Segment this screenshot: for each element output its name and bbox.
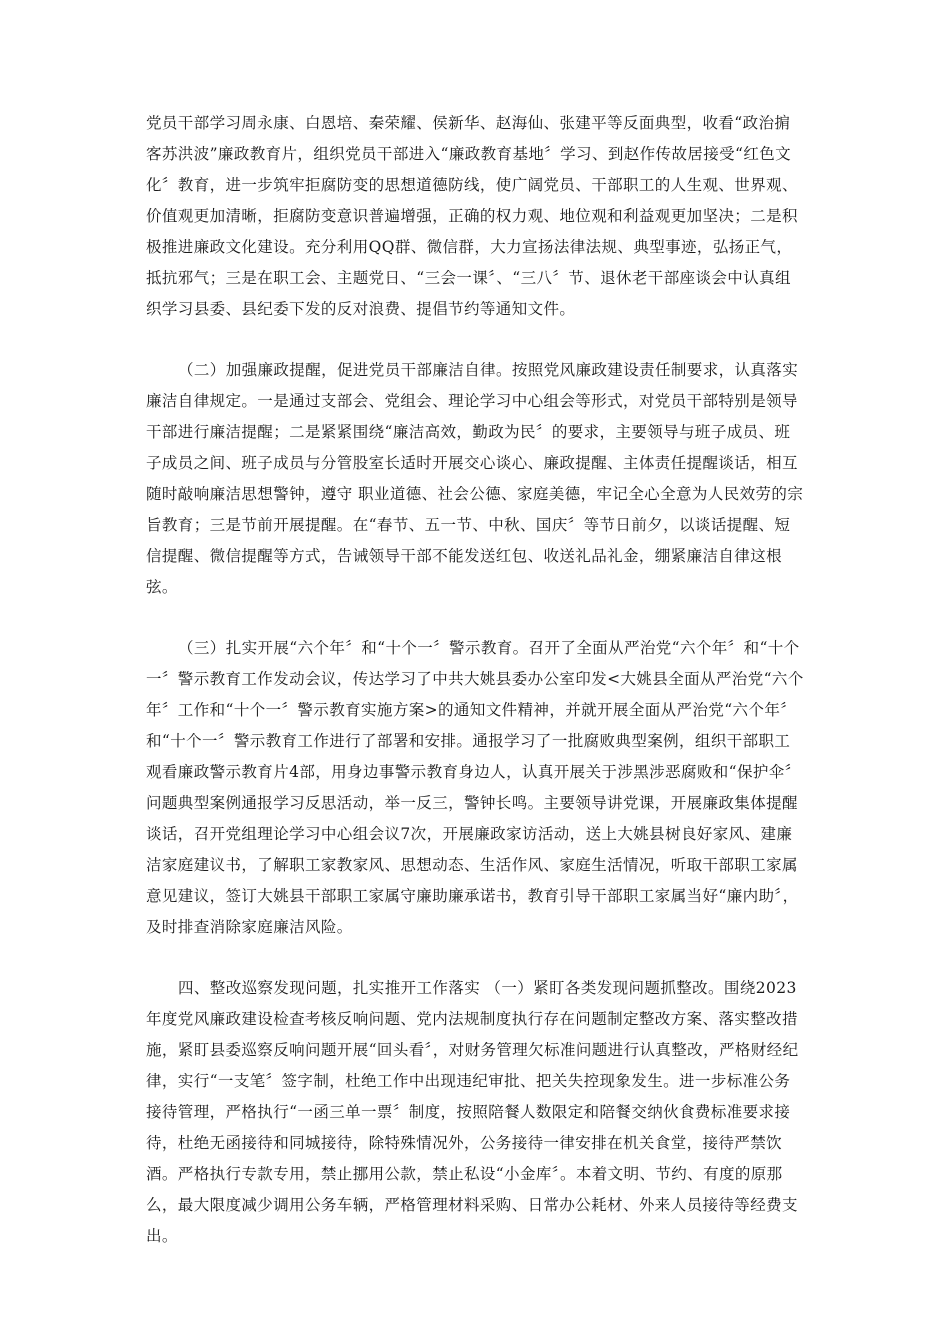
paragraph-2: （二）加强廉政提醒，促进党员干部廉洁自律。按照党风廉政建设责任制要求，认真落实廉洁自律规定。一是通过支部会、党组会、理论学习中心组会等形式，对党员干部特别是领导干部进行廉洁提醒；二是紧紧围绕“廉洁高效，勤政为民〞的要求，主要领导与班子成员、班子成员之间、班子成员与分管股室长适时开展交心谈心、廉政提醒、主体责任提醒谈话，相互随时敲响廉洁思想警钟，遵守 职业道德、社会公德、家庭美德，牢记全心全意为人民效劳的宗旨教育；三是节前开展提醒。在“春节、五一节、中秋、国庆〞等节日前夕，以谈话提醒、短信提醒、微信提醒等方式，告诫领导干部不能发送红包、收送礼品礼金，绷紧廉洁自律这根弦。 (146, 361, 804, 596)
paragraph-1: 党员干部学习周永康、白恩培、秦荣耀、侯新华、赵海仙、张建平等反面典型，收看“政治掮客苏洪波”廉政教育片，组织党员干部进入“廉政教育基地〞学习、到赵作传故居接受“红色文化〞教育，进一步筑牢拒腐防变的思想道德防线，使广阔党员、干部职工的人生观、世界观、价值观更加清晰，拒腐防变意识普遍增强，正确的权力观、地位观和利益观更加坚决；二是积极推进廉政文化建设。充分利用QQ群、微信群，大力宣扬法律法规、典型事迹，弘扬正气，抵抗邪气；三是在职工会、主题党日、“三会一课〞、“三八〞节、退休老干部座谈会中认真组织学习县委、县纪委下发的反对浪费、提倡节约等通知文件。 (146, 114, 798, 318)
document-body (146, 108, 806, 1282)
paragraph-4: 四、整改巡察发现问题，扎实推开工作落实 （一）紧盯各类发现问题抓整改。围绕2023年度党风廉政建设检查考核反响问题、党内法规制度执行存在问题制定整改方案、落实整改措施，紧盯县委巡察反响问题开展“回头看〞，对财务管理欠标准问题进行认真整改，严格财经纪律，实行“一支笔〞签字制，杜绝工作中出现违纪审批、把关失控现象发生。进一步标准公务接待管理，严格执行“一函三单一票〞制度，按照陪餐人数限定和陪餐交纳伙食费标准要求接待，杜绝无函接待和同城接待，除特殊情况外，公务接待一律安排在机关食堂，接待严禁饮酒。严格执行专款专用，禁止挪用公款，禁止私设“小金库〞。本着文明、节约、有度的原那么，最大限度减少调用公务车辆，严格管理材料采购、日常办公耗材、外来人员接待等经费支出。 (146, 979, 799, 1245)
paragraph-3: （三）扎实开展“六个年〞和“十个一〞警示教育。召开了全面从严治党“六个年〞和“十个一〞警示教育工作发动会议，传达学习了中共大姚县委办公室印发<大姚县全面从严治党“六个年〞工作和“十个一〞警示教育实施方案>的通知文件精神，并就开展全面从严治党“六个年〞和“十个一〞警示教育工作进行了部署和安排。通报学习了一批腐败典型案例，组织干部职工观看廉政警示教育片4部，用身边事警示教育身边人，认真开展关于涉黑涉恶腐败和“保护伞〞问题典型案例通报学习反思活动，举一反三，警钟长鸣。主要领导讲党课，开展廉政集体提醒谈话，召开党组理论学习中心组会议7次，开展廉政家访活动，送上大姚县树良好家风、建廉洁家庭建议书，了解职工家教家风、思想动态、生活作风、家庭生活情况，听取干部职工家属意见建议，签订大姚县干部职工家属守廉助廉承诺书，教育引导干部职工家属当好“廉内助〞，及时排查消除家庭廉洁风险。 (146, 639, 804, 936)
